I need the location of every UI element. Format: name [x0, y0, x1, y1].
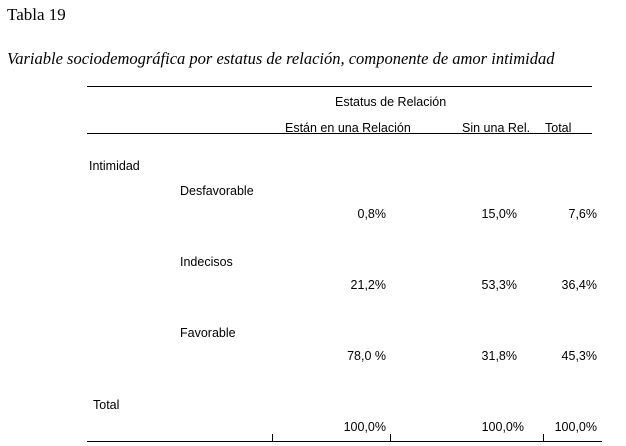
cell-desfavorable-sin-relacion: 15,0% [481, 207, 517, 221]
cell-indecisos-sin-relacion: 53,3% [481, 278, 517, 292]
section-label-intimidad: Intimidad [89, 159, 140, 173]
row-label-indecisos: Indecisos [180, 255, 233, 269]
row-label-favorable: Favorable [180, 326, 236, 340]
group-header: Estatus de Relación [335, 95, 447, 109]
cell-favorable-en-relacion: 78,0 % [347, 349, 386, 363]
cell-total-en-relacion: 100,0% [343, 420, 386, 434]
cell-favorable-sin-relacion: 31,8% [481, 349, 517, 363]
row-label-desfavorable: Desfavorable [180, 184, 254, 198]
header-rule [87, 133, 592, 134]
cell-indecisos-en-relacion: 21,2% [350, 278, 386, 292]
cell-favorable-total: 45,3% [561, 349, 597, 363]
cell-desfavorable-total: 7,6% [568, 207, 597, 221]
column-separator-tick [390, 434, 391, 442]
total-row-label: Total [93, 398, 120, 412]
column-separator-tick [543, 434, 544, 442]
column-header-sin-relacion: Sin una Rel. [462, 121, 531, 135]
column-separator-tick [272, 434, 273, 442]
table-title: Variable sociodemográfica por estatus de relación, componente de amor intimidad [7, 49, 555, 68]
cell-indecisos-total: 36,4% [561, 278, 597, 292]
table-number: Tabla 19 [7, 5, 66, 24]
cell-desfavorable-en-relacion: 0,8% [357, 207, 386, 221]
cell-total-sin-relacion: 100,0% [481, 420, 524, 434]
column-header-en-relacion: Están en una Relación [285, 121, 411, 135]
column-header-total: Total [545, 121, 572, 135]
cell-total-total: 100,0% [554, 420, 597, 434]
table-bottom-rule [87, 441, 602, 442]
table-top-rule [87, 86, 592, 87]
